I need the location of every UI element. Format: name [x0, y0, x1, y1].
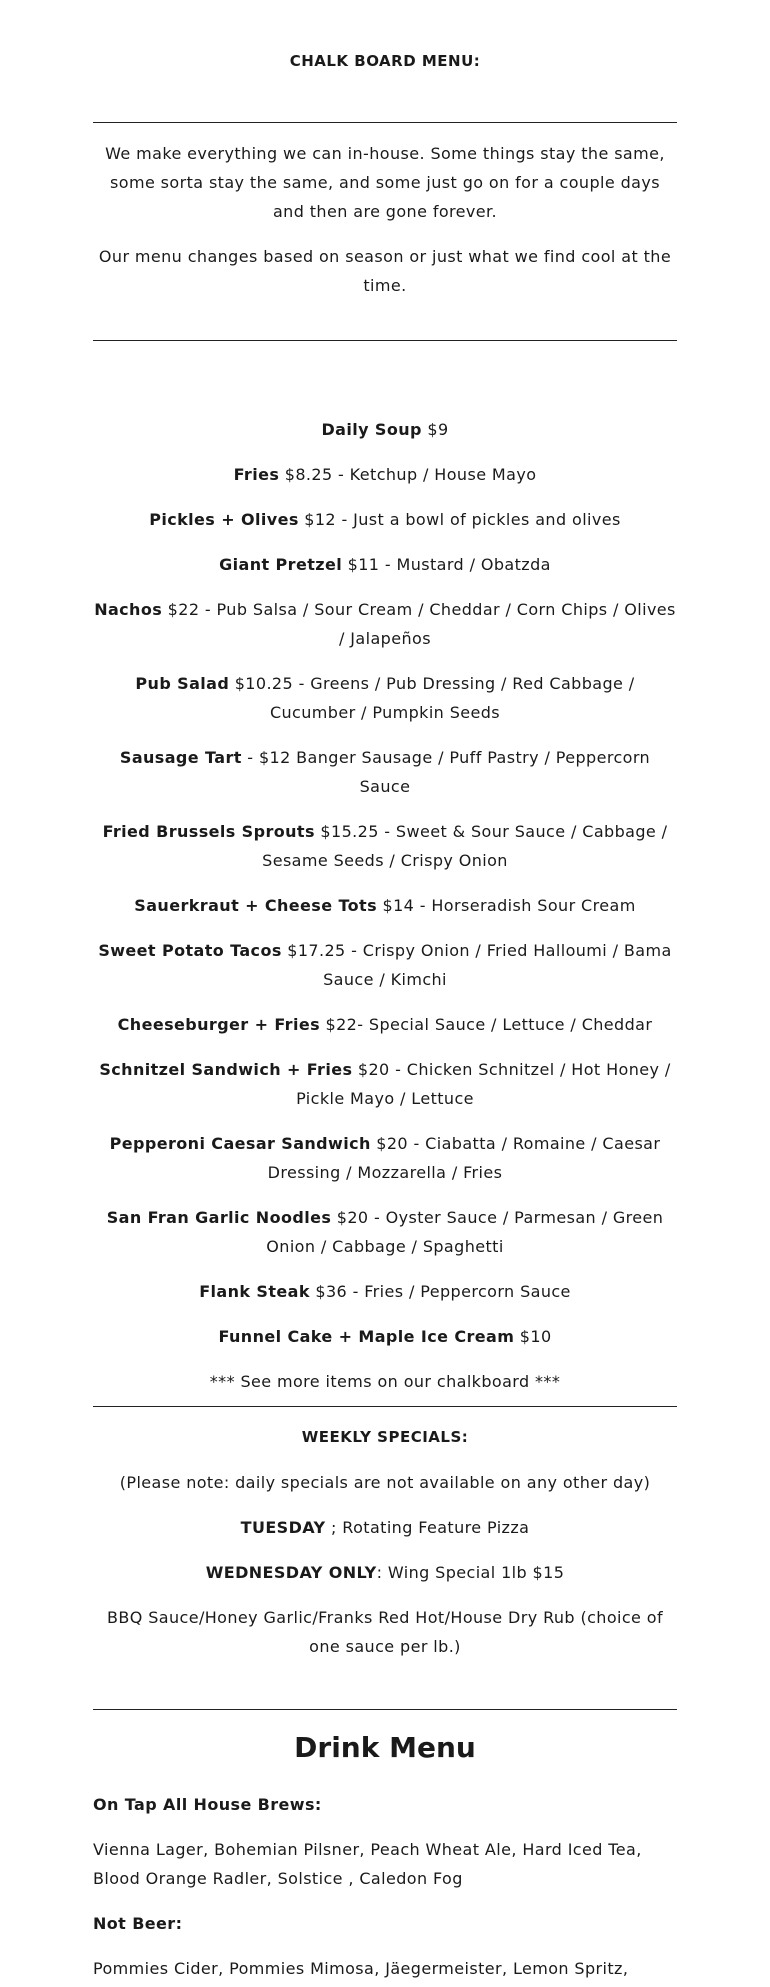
menu-page	[93, 0, 677, 1983]
menu-item-name: Sweet Potato Tacos	[98, 941, 282, 960]
menu-item	[93, 1203, 677, 1261]
menu-item-name: Cheeseburger + Fries	[117, 1015, 320, 1034]
menu-item-detail: $8.25 - Ketchup / House Mayo	[279, 465, 537, 484]
menu-item	[93, 1129, 677, 1187]
menu-item-name: Daily Soup	[321, 420, 422, 439]
menu-item-name: Fries	[233, 465, 280, 484]
menu-item-detail: $36 - Fries / Peppercorn Sauce	[309, 1282, 571, 1301]
divider-intro	[93, 340, 677, 341]
menu-item-detail: $10	[514, 1327, 552, 1346]
menu-item	[93, 550, 677, 579]
wednesday-text: : Wing Special 1lb $15	[376, 1563, 565, 1582]
menu-item-detail: $15.25 - Sweet & Sour Sauce / Cabbage / Sesame Seeds / Crispy Onion	[262, 822, 668, 870]
menu-item-detail: $20 - Oyster Sauce / Parmesan / Green Onion / Cabbage / Spaghetti	[266, 1208, 664, 1256]
page-title: CHALK BOARD MENU:	[289, 52, 481, 70]
menu-item-detail: $22 - Pub Salsa / Sour Cream / Cheddar / Corn Chips / Olives / Jalapeños	[162, 600, 676, 648]
menu-item	[93, 415, 677, 444]
menu-item-detail: $10.25 - Greens / Pub Dressing / Red Cabbage / Cucumber / Pumpkin Seeds	[229, 674, 635, 722]
wing-sauces: BBQ Sauce/Honey Garlic/Franks Red Hot/House Dry Rub (choice of one sauce per lb.)	[106, 1608, 664, 1656]
menu-item-name: Sausage Tart	[119, 748, 242, 767]
intro-paragraph-1: We make everything we can in-house. Some things stay the same, some sorta stay the same, and some just go on for a couple days and then are gone forever.	[105, 144, 665, 221]
menu-item-name: San Fran Garlic Noodles	[106, 1208, 332, 1227]
menu-item-detail: $12 - Just a bowl of pickles and olives	[298, 510, 621, 529]
drink-menu-section	[93, 1728, 677, 1983]
menu-item	[93, 743, 677, 801]
menu-item-detail: $20 - Chicken Schnitzel / Hot Honey / Pickle Mayo / Lettuce	[296, 1060, 671, 1108]
divider-top	[93, 122, 677, 123]
wednesday-label: WEDNESDAY ONLY	[205, 1563, 377, 1582]
menu-item-detail: - $12 Banger Sausage / Puff Pastry / Peppercorn Sauce	[241, 748, 651, 796]
intro-section	[93, 139, 677, 300]
menu-item-name: Fried Brussels Sprouts	[102, 822, 315, 841]
on-tap-list: Vienna Lager, Bohemian Pilsner, Peach Wheat Ale, Hard Iced Tea, Blood Orange Radler, Solstice , Caledon Fog	[93, 1840, 642, 1888]
intro-paragraph-2: Our menu changes based on season or just what we find cool at the time.	[98, 247, 672, 295]
divider-drinks	[93, 1709, 677, 1710]
menu-item	[93, 1010, 677, 1039]
menu-item-detail: $20 - Ciabatta / Romaine / Caesar Dressing / Mozzarella / Fries	[267, 1134, 661, 1182]
menu-item-name: Sauerkraut + Cheese Tots	[134, 896, 377, 915]
menu-item-name: Schnitzel Sandwich + Fries	[99, 1060, 353, 1079]
menu-item-detail: $14 - Horseradish Sour Cream	[377, 896, 636, 915]
menu-item	[93, 936, 677, 994]
tuesday-text: ; Rotating Feature Pizza	[325, 1518, 530, 1537]
menu-item-name: Funnel Cake + Maple Ice Cream	[218, 1327, 515, 1346]
weekly-specials-section	[93, 1423, 677, 1661]
menu-item	[93, 1322, 677, 1351]
menu-item-detail: $11 - Mustard / Obatzda	[342, 555, 551, 574]
menu-item	[93, 817, 677, 875]
not-beer-list: Pommies Cider, Pommies Mimosa, Jäegermeister, Lemon Spritz,	[93, 1959, 629, 1978]
on-tap-label: On Tap All House Brews:	[93, 1795, 322, 1814]
weekly-specials-note: (Please note: daily specials are not available on any other day)	[119, 1473, 651, 1492]
menu-item	[93, 669, 677, 727]
menu-item-detail: $17.25 - Crispy Onion / Fried Halloumi / Bama Sauce / Kimchi	[281, 941, 672, 989]
menu-item-name: Pepperoni Caesar Sandwich	[109, 1134, 371, 1153]
menu-item	[93, 595, 677, 653]
menu-item	[93, 1055, 677, 1113]
menu-item-name: Giant Pretzel	[219, 555, 343, 574]
menu-item-name: Pickles + Olives	[149, 510, 299, 529]
menu-item-name: Nachos	[94, 600, 163, 619]
divider-specials	[93, 1406, 677, 1407]
menu-item	[93, 1277, 677, 1306]
more-items-note: *** See more items on our chalkboard ***	[209, 1372, 561, 1391]
menu-item	[93, 505, 677, 534]
food-menu-list	[93, 415, 677, 1351]
tuesday-label: TUESDAY	[240, 1518, 326, 1537]
menu-item-detail: $22- Special Sauce / Lettuce / Cheddar	[320, 1015, 653, 1034]
menu-item	[93, 891, 677, 920]
weekly-specials-title: WEEKLY SPECIALS:	[301, 1428, 469, 1446]
menu-item-name: Flank Steak	[199, 1282, 310, 1301]
wednesday-special	[93, 1558, 677, 1587]
menu-item-detail: $9	[421, 420, 449, 439]
menu-item	[93, 460, 677, 489]
tuesday-special	[93, 1513, 677, 1542]
menu-item-name: Pub Salad	[135, 674, 230, 693]
drink-menu-title: Drink Menu	[294, 1731, 476, 1764]
not-beer-label: Not Beer:	[93, 1914, 183, 1933]
